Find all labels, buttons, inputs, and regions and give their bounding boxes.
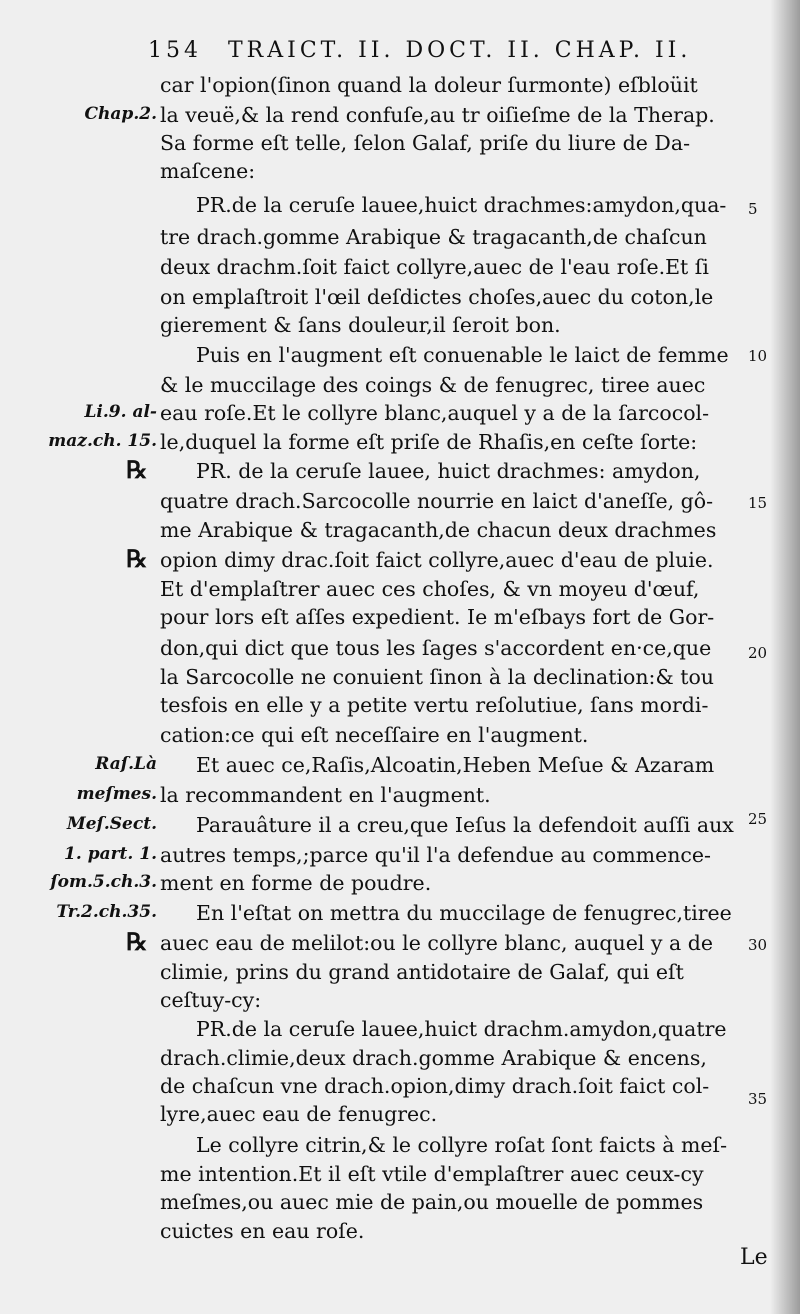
text-line: PR.de la ceruſe lauee,huict drachmes:amydon,qua-: [196, 193, 727, 217]
line-number: 20: [748, 644, 768, 662]
recipe-symbol-icon: ℞: [126, 544, 148, 573]
margin-note: Raſ.Là: [95, 754, 157, 774]
text-line: Parauâture il a creu,que Ieſus la defendoit auſſi aux: [196, 813, 734, 837]
text-line: quatre drach.Sarcocolle nourrie en laict d'aneſſe, gô-: [160, 489, 714, 513]
margin-note: ſom.5.ch.3.: [50, 872, 157, 892]
text-line: cuictes en eau roſe.: [160, 1219, 365, 1243]
line-number: 30: [748, 936, 768, 954]
text-line: PR.de la ceruſe lauee,huict drachm.amydon,quatre: [196, 1017, 727, 1041]
text-line: auec eau de melilot:ou le collyre blanc, auquel y a de: [160, 931, 714, 955]
margin-note: Li.9. al-: [84, 402, 157, 422]
text-line: cation:ce qui eſt neceſſaire en l'augment.: [160, 723, 589, 747]
text-line: la Sarcocolle ne conuient ſinon à la declination:& tou: [160, 665, 715, 689]
text-line: eau roſe.Et le collyre blanc,auquel y a de la ſarcocol-: [160, 401, 710, 425]
margin-note: maz.ch. 15.: [48, 431, 157, 451]
margin-note: Chap.2.: [84, 104, 157, 124]
line-number: 35: [748, 1090, 768, 1108]
text-line: me intention.Et il eſt vtile d'emplaſtrer auec ceux-cy: [160, 1162, 704, 1186]
line-number: 10: [748, 347, 768, 365]
text-line: drach.climie,deux drach.gomme Arabique & encens,: [160, 1046, 707, 1070]
catchword: Le: [740, 1245, 768, 1270]
text-line: car l'opion(ſinon quand la doleur ſurmonte) eſbloüit: [160, 73, 698, 97]
text-line: gierement & ſans douleur,il ſeroit bon.: [160, 313, 561, 337]
line-number: 15: [748, 494, 768, 512]
recipe-symbol-icon: ℞: [126, 927, 148, 956]
running-title: TRAICT. II. DOCT. II. CHAP. II.: [228, 38, 692, 63]
text-line: Le collyre citrin,& le collyre roſat ſont faicts à meſ-: [196, 1133, 728, 1157]
text-line: Et auec ce,Raſis,Alcoatin,Heben Meſue & Azaram: [196, 753, 715, 777]
text-line: PR. de la ceruſe lauee, huict drachmes: amydon,: [196, 459, 701, 483]
text-line: Sa forme eſt telle, ſelon Galaf, priſe du liure de Da-: [160, 131, 690, 155]
text-line: deux drachm.ſoit faict collyre,auec de l'eau roſe.Et ſi: [160, 255, 709, 279]
line-number: 25: [748, 810, 768, 828]
text-line: don,qui dict que tous les ſages s'accordent en·ce,que: [160, 636, 712, 660]
margin-note: meſmes.: [76, 784, 157, 804]
line-number: 5: [748, 200, 758, 218]
text-line: opion dimy drac.ſoit faict collyre,auec d'eau de pluie.: [160, 548, 714, 572]
text-line: & le muccilage des coings & de fenugrec, tiree auec: [160, 373, 706, 397]
text-line: meſmes,ou auec mie de pain,ou mouelle de pommes: [160, 1190, 704, 1214]
text-line: climie, prins du grand antidotaire de Galaf, qui eſt: [160, 960, 684, 984]
text-line: tesfois en elle y a petite vertu reſolutiue, ſans mordi-: [160, 693, 709, 717]
text-line: me Arabique & tragacanth,de chacun deux drachmes: [160, 518, 717, 542]
text-line: la veuë,& la rend confuſe,au tr oiſieſme de la Therap.: [160, 103, 715, 127]
text-line: lyre,auec eau de fenugrec.: [160, 1102, 438, 1126]
text-line: le,duquel la forme eſt priſe de Rhaſis,en ceſte ſorte:: [160, 430, 698, 454]
text-line: de chaſcun vne drach.opion,dimy drach.ſoit faict col-: [160, 1074, 710, 1098]
text-line: ment en forme de poudre.: [160, 871, 432, 895]
text-line: ceſtuy-cy:: [160, 988, 262, 1012]
page-number: 154: [148, 38, 202, 63]
recipe-symbol-icon: ℞: [126, 455, 148, 484]
text-line: maſcene:: [160, 159, 256, 183]
margin-note: Tr.2.ch.35.: [56, 902, 157, 922]
margin-note: 1. part. 1.: [64, 844, 157, 864]
margin-note: Meſ.Sect.: [66, 814, 157, 834]
text-line: Puis en l'augment eſt conuenable le laict de femme: [196, 343, 729, 367]
text-line: En l'eſtat on mettra du muccilage de fenugrec,tiree: [196, 901, 732, 925]
text-line: autres temps,;parce qu'il l'a defendue au commence-: [160, 843, 711, 867]
text-line: tre drach.gomme Arabique & tragacanth,de chaſcun: [160, 225, 707, 249]
text-line: on emplaſtroit l'œil deſdictes choſes,auec du coton,le: [160, 285, 714, 309]
text-line: Et d'emplaſtrer auec ces choſes, & vn moyeu d'œuf,: [160, 577, 700, 601]
text-line: pour lors eſt aſſes expedient. Ie m'eſbays fort de Gor-: [160, 605, 715, 629]
text-line: la recommandent en l'augment.: [160, 783, 491, 807]
